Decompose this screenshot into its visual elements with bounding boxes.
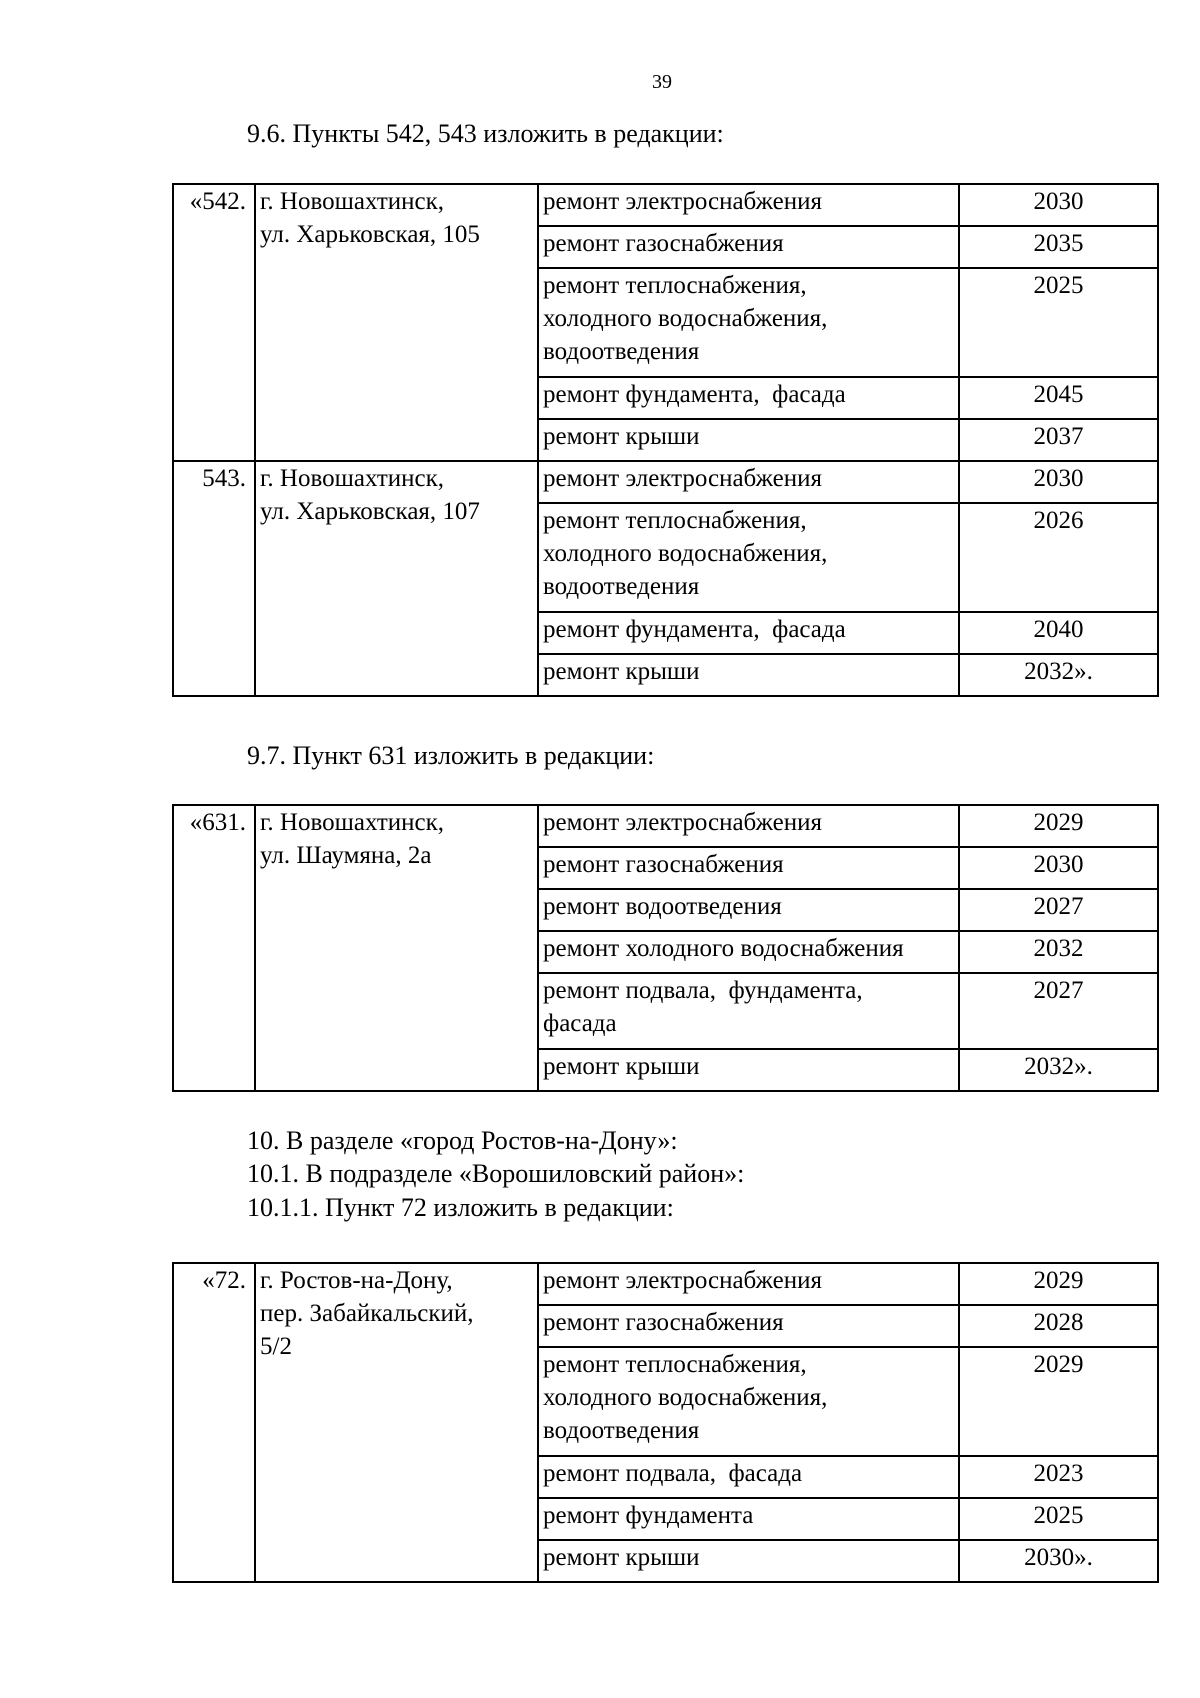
- paragraph-9-7: 9.7. Пункт 631 изложить в редакции:: [247, 741, 655, 770]
- work-type: [538, 461, 959, 503]
- work-line: ремонт электроснабжения: [543, 809, 822, 836]
- address-street: ул. Шаумяна, 2а: [260, 842, 432, 869]
- work-type: [538, 1347, 959, 1456]
- page-number: 39: [652, 71, 672, 93]
- paragraph-10: 10. В разделе «город Ростов-на-Дону»:: [247, 1126, 678, 1155]
- table-row: [173, 1263, 1158, 1305]
- work-line: ремонт электроснабжения: [543, 465, 822, 492]
- work-type: [538, 503, 959, 612]
- table-row: [173, 461, 1158, 503]
- table-item-631: [172, 804, 1159, 1092]
- work-year: 2029: [959, 1347, 1158, 1456]
- work-type: [538, 973, 959, 1049]
- address-street: пер. Забайкальский,: [260, 1300, 474, 1327]
- table-row: [173, 805, 1158, 847]
- paragraph-9-6: 9.6. Пункты 542, 543 изложить в редакции:: [247, 119, 724, 148]
- work-year: 2035: [959, 226, 1158, 268]
- work-type: [538, 805, 959, 847]
- table-row: [173, 184, 1158, 226]
- work-type: [538, 612, 959, 654]
- work-year: 2037: [959, 419, 1158, 461]
- work-year: 2045: [959, 377, 1158, 419]
- table-items-542-543: [172, 183, 1159, 697]
- work-line: фасада: [543, 1010, 617, 1037]
- work-year: 2028: [959, 1305, 1158, 1347]
- work-type: [538, 1049, 959, 1091]
- address-street: ул. Харьковская, 107: [260, 498, 480, 525]
- work-year: 2032».: [959, 654, 1158, 696]
- address-city: г. Новошахтинск,: [260, 465, 445, 492]
- work-year: 2023: [959, 1456, 1158, 1498]
- work-year: 2027: [959, 973, 1158, 1049]
- work-type: [538, 184, 959, 226]
- item-number: «542.: [173, 184, 255, 461]
- work-line: ремонт крыши: [543, 1544, 700, 1571]
- item-address: [255, 184, 538, 461]
- work-type: [538, 419, 959, 461]
- item-address: [255, 1263, 538, 1582]
- work-year: 2032».: [959, 1049, 1158, 1091]
- work-line: ремонт крыши: [543, 1053, 700, 1080]
- work-type: [538, 1456, 959, 1498]
- address-city: г. Ростов-на-Дону,: [260, 1267, 453, 1294]
- item-number: «72.: [173, 1263, 255, 1582]
- work-type: [538, 1305, 959, 1347]
- work-line: водоотведения: [543, 1417, 700, 1444]
- paragraph-10-1: 10.1. В подразделе «Ворошиловский район»:: [247, 1159, 745, 1188]
- item-address: [255, 805, 538, 1091]
- work-type: [538, 226, 959, 268]
- work-line: ремонт фундамента, фасада: [543, 381, 846, 408]
- work-line: водоотведения: [543, 338, 700, 365]
- work-type: [538, 889, 959, 931]
- work-type: [538, 931, 959, 973]
- work-type: [538, 377, 959, 419]
- work-line: ремонт крыши: [543, 658, 700, 685]
- work-line: ремонт газоснабжения: [543, 1309, 784, 1336]
- work-line: ремонт фундамента: [543, 1502, 754, 1529]
- work-year: 2029: [959, 805, 1158, 847]
- item-number: 543.: [173, 461, 255, 696]
- address-city: г. Новошахтинск,: [260, 809, 445, 836]
- work-line: ремонт подвала, фундамента,: [543, 977, 863, 1004]
- work-type: [538, 654, 959, 696]
- work-line: ремонт крыши: [543, 423, 700, 450]
- paragraph-10-1-1: 10.1.1. Пункт 72 изложить в редакции:: [247, 1193, 674, 1222]
- work-line: ремонт газоснабжения: [543, 230, 784, 257]
- work-year: 2025: [959, 268, 1158, 377]
- work-year: 2030: [959, 461, 1158, 503]
- work-year: 2029: [959, 1263, 1158, 1305]
- address-street: ул. Харьковская, 105: [260, 221, 480, 248]
- work-type: [538, 1263, 959, 1305]
- address-city: г. Новошахтинск,: [260, 188, 445, 215]
- work-line: ремонт электроснабжения: [543, 188, 822, 215]
- work-line: ремонт теплоснабжения,: [543, 272, 807, 299]
- work-year: 2027: [959, 889, 1158, 931]
- work-year: 2026: [959, 503, 1158, 612]
- work-line: холодного водоснабжения,: [543, 540, 828, 567]
- item-number: «631.: [173, 805, 255, 1091]
- work-line: ремонт теплоснабжения,: [543, 507, 807, 534]
- work-line: водоотведения: [543, 573, 700, 600]
- work-year: 2030: [959, 184, 1158, 226]
- work-line: ремонт теплоснабжения,: [543, 1351, 807, 1378]
- work-year: 2030».: [959, 1540, 1158, 1582]
- work-type: [538, 1540, 959, 1582]
- work-year: 2040: [959, 612, 1158, 654]
- work-line: холодного водоснабжения,: [543, 1384, 828, 1411]
- work-line: ремонт водоотведения: [543, 893, 782, 920]
- work-line: ремонт холодного водоснабжения: [543, 935, 904, 962]
- work-year: 2032: [959, 931, 1158, 973]
- work-line: холодного водоснабжения,: [543, 305, 828, 332]
- work-type: [538, 268, 959, 377]
- work-type: [538, 847, 959, 889]
- item-address: [255, 461, 538, 696]
- work-line: ремонт электроснабжения: [543, 1267, 822, 1294]
- work-year: 2030: [959, 847, 1158, 889]
- address-house: 5/2: [260, 1333, 292, 1360]
- work-year: 2025: [959, 1498, 1158, 1540]
- work-line: ремонт газоснабжения: [543, 851, 784, 878]
- work-line: ремонт фундамента, фасада: [543, 616, 846, 643]
- table-item-72: [172, 1262, 1159, 1583]
- work-line: ремонт подвала, фасада: [543, 1460, 803, 1487]
- work-type: [538, 1498, 959, 1540]
